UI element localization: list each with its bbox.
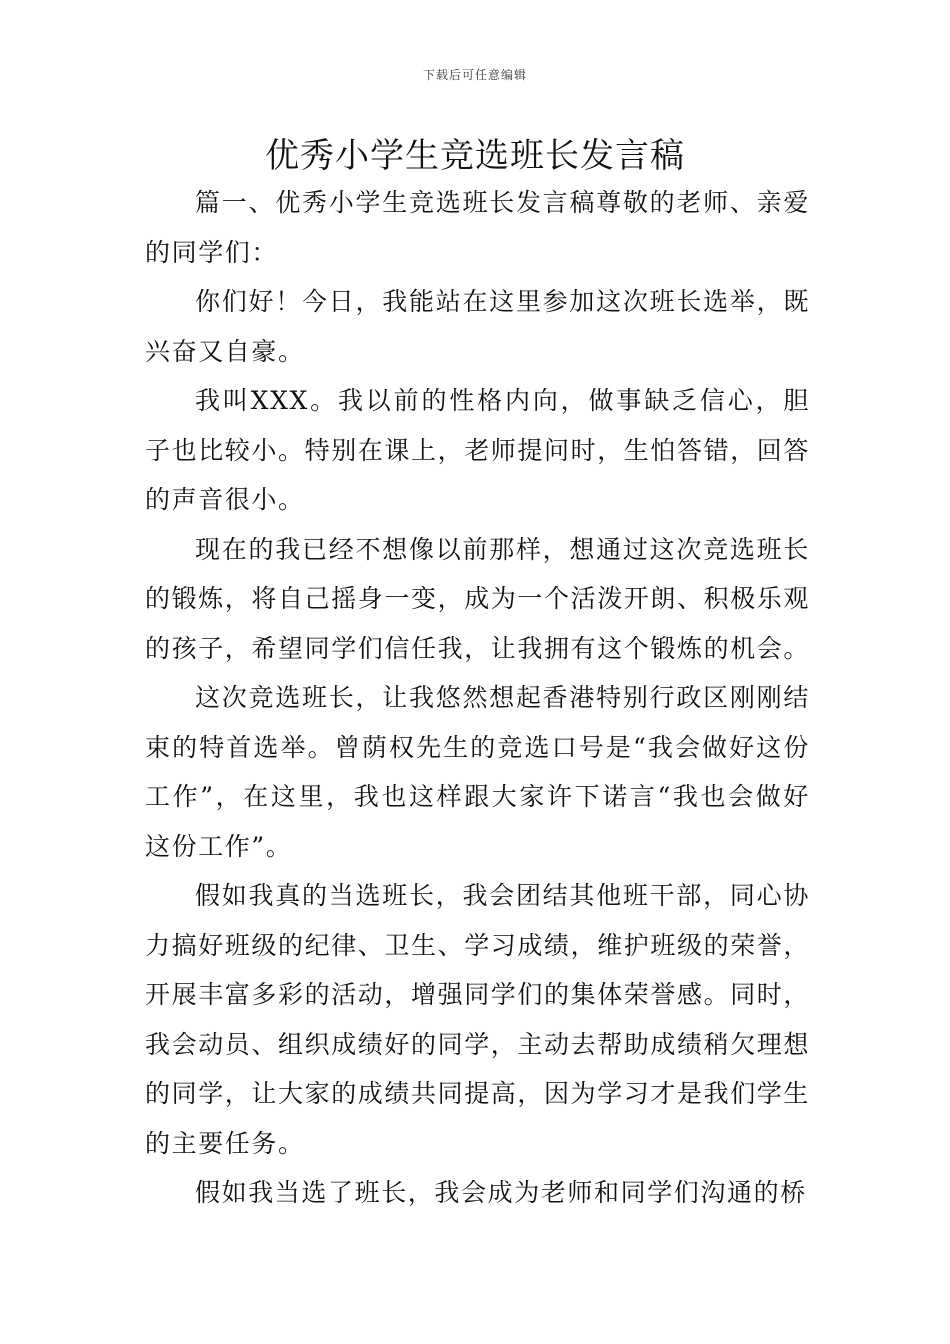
header-note: 下载后可任意编辑 (422, 68, 527, 82)
paragraph: 我叫XXX。我以前的性格内向，做事缺乏信心，胆子也比较小。特别在课上，老师提问时，生怕答错，回答的声音很小。 (145, 386, 811, 514)
paragraph: 这次竞选班长，让我悠然想起香港特别行政区刚刚结束的特首选举。曾荫权先生的竞选口号是“我会做好这份工作”，在这里，我也这样跟大家许下诺言“我也会做好这份工作”。 (145, 683, 810, 861)
paragraph: 篇一、优秀小学生竞选班长发言稿尊敬的老师、亲爱的同学们： (145, 188, 810, 267)
document-body (145, 178, 810, 1218)
paragraph: 你们好！今日，我能站在这里参加这次班长选举，既兴奋又自豪。 (145, 287, 810, 366)
paragraph: 假如我当选了班长，我会成为老师和同学们沟通的桥 (195, 1178, 807, 1207)
paragraph: 假如我真的当选班长，我会团结其他班干部，同心协力搞好班级的纪律、卫生、学习成绩，维护班级的荣誉，开展丰富多彩的活动，增强同学们的集体荣誉感。同时，我会动员、组织成绩好的同学，主动去帮助成绩稍欠理想的同学，让大家的成绩共同提高，因为学习才是我们学生的主要任务。 (145, 881, 811, 1158)
paragraph: 现在的我已经不想像以前那样，想通过这次竞选班长的锻炼，将自己摇身一变，成为一个活泼开朗、积极乐观的孩子，希望同学们信任我，让我拥有这个锻炼的机会。 (145, 534, 811, 663)
document-title: 优秀小学生竞选班长发言稿 (265, 136, 685, 176)
